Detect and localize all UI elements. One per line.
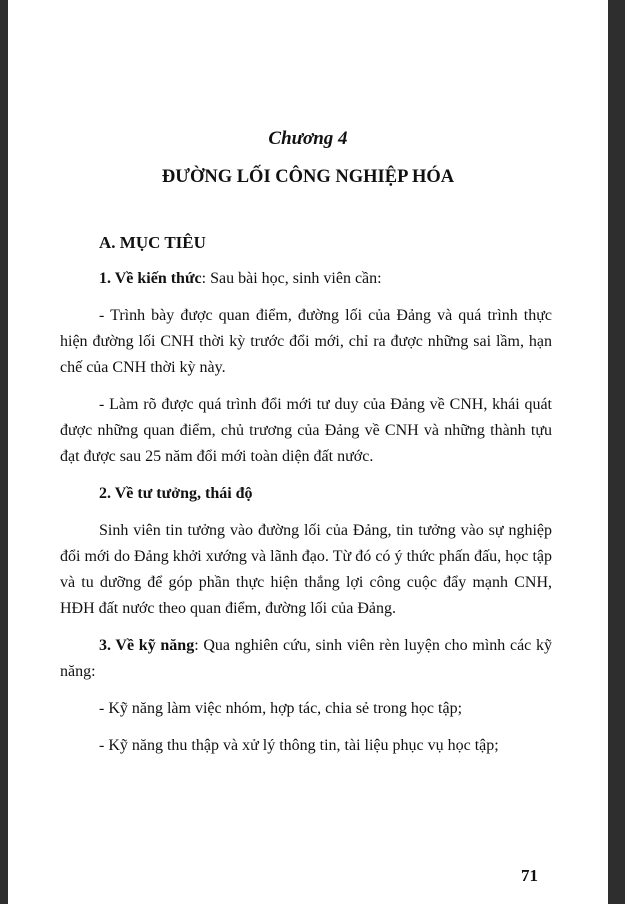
knowledge-text: : Sau bài học, sinh viên cần: [201,270,382,287]
section-heading: A. MỤC TIÊU [99,233,206,252]
skills-text: : Qua nghiên cứu, sinh viên rèn luyện cho mình các kỹ năng: [60,637,553,680]
page-number: 71 [521,866,538,885]
attitude-text: Sinh viên tin tưởng vào đường lối của Đảng, tin tưởng vào sự nghiệp đổi mới do Đảng khởi xướng và lãnh đạo. Từ đó có ý thức phấn đấu, học tập và tu dưỡng để góp phần thực hiện thắng lợi công cuộc đẩy mạnh CNH, HĐH đất nước theo quan điểm, đường lối của Đảng. [60,522,552,617]
page-body [60,230,552,770]
knowledge-bullet-2: - Làm rõ được quá trình đổi mới tư duy của Đảng về CNH, khái quát được những quan điểm, chủ trương của Đảng về CNH và những thành tựu đạt được sau 25 năm đổi mới toàn diện đất nước. [60,396,552,465]
skills-paragraph [60,633,552,685]
skills-bullet-2: - Kỹ năng thu thập và xử lý thông tin, tài liệu phục vụ học tập; [99,737,499,754]
chapter-title: ĐƯỜNG LỐI CÔNG NGHIỆP HÓA [161,167,455,187]
knowledge-lead: 1. Về kiến thức [99,270,202,287]
knowledge-bullet-1: - Trình bày được quan điểm, đường lối của Đảng và quá trình thực hiện đường lối CNH thời kỳ trước đổi mới, chỉ ra được những sai lầm, hạn chế của CNH thời kỳ này. [60,307,552,376]
attitude-heading-paragraph [60,481,552,507]
skills-lead: 3. Về kỹ năng [99,637,195,654]
attitude-heading: 2. Về tư tưởng, thái độ [99,485,253,502]
skills-bullet-1: - Kỹ năng làm việc nhóm, hợp tác, chia sẻ trong học tập; [99,700,463,717]
knowledge-paragraph [60,266,552,292]
book-page [8,0,608,904]
chapter-label: Chương 4 [268,128,348,149]
